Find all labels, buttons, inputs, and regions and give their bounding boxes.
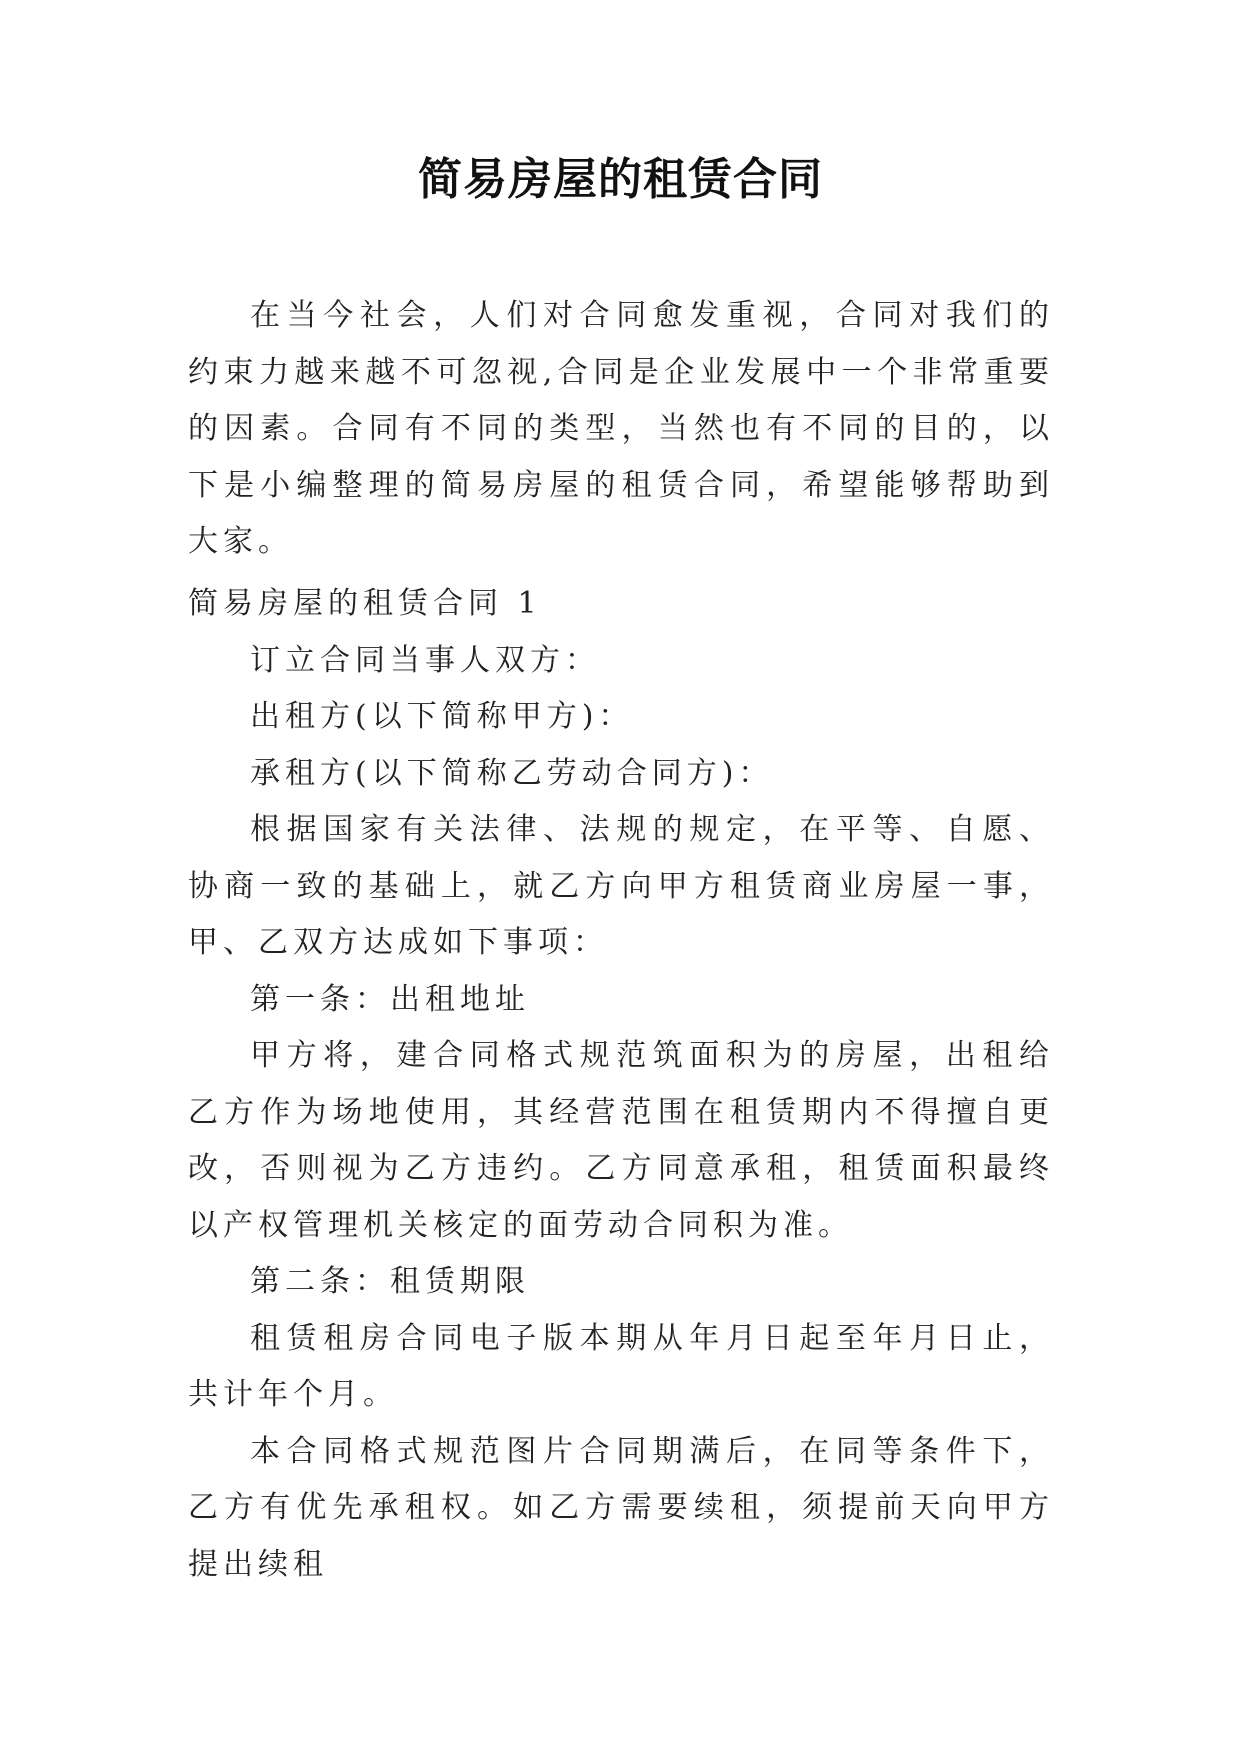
- contract-paragraph: 订立合同当事人双方：: [250, 642, 600, 678]
- contract-paragraph: 甲方将，建合同格式规范筑面积为的房屋，出租给乙方作为场地使用，其经营范围在租赁期内不得擅自更改，否则视为乙方违约。乙方同意承租，租赁面积最终以产权管理机关核定的面劳动合同积为准。: [188, 1038, 1054, 1243]
- contract-body: [188, 576, 1054, 1593]
- intro-paragraph: 在当今社会，人们对合同愈发重视，合同对我们的约束力越来越不可忽视,合同是企业发展中一个非常重要的因素。合同有不同的类型，当然也有不同的目的，以下是小编整理的简易房屋的租赁合同，希望能够帮助到大家。: [188, 298, 1054, 559]
- article-heading: 第二条：租赁期限: [250, 1264, 530, 1299]
- section-heading: 简易房屋的租赁合同 1: [188, 586, 542, 621]
- contract-paragraph: 出租方(以下简称甲方)：: [250, 699, 634, 734]
- contract-paragraph: 承租方(以下简称乙劳动合同方)：: [250, 755, 774, 791]
- contract-paragraph: 本合同格式规范图片合同期满后，在同等条件下，乙方有优先承租权。如乙方需要续租，须提前天向甲方提出续租: [188, 1433, 1054, 1582]
- contract-paragraph: 根据国家有关法律、法规的规定，在平等、自愿、协商一致的基础上，就乙方向甲方租赁商业房屋一事，甲、乙双方达成如下事项：: [188, 812, 1054, 960]
- article-heading: 第一条：出租地址: [250, 981, 530, 1017]
- contract-paragraph: 租赁租房合同电子版本期从年月日起至年月日止，共计年个月。: [188, 1320, 1054, 1412]
- document-title: 简易房屋的租赁合同: [418, 154, 823, 205]
